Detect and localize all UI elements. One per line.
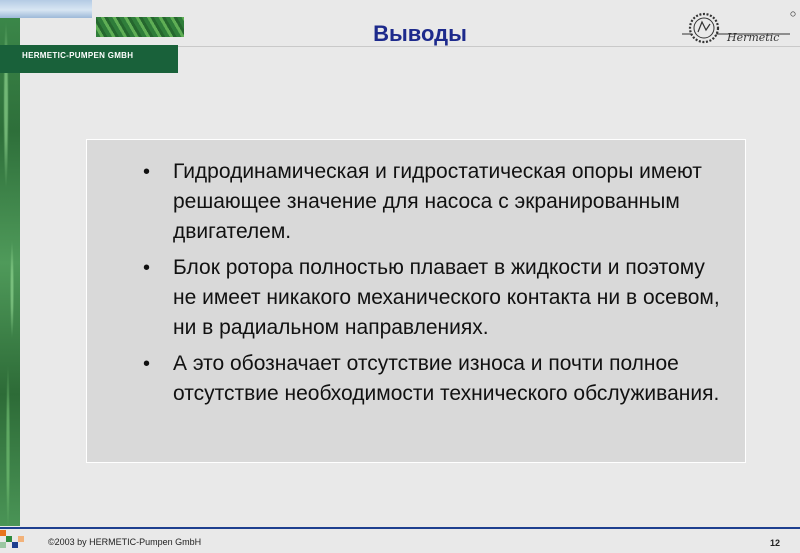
hermetic-logo (680, 8, 798, 48)
logo-wordmark: Hermetic (727, 31, 780, 44)
content-box (86, 139, 746, 463)
square-light-orange (18, 536, 24, 542)
bullet-icon: • (143, 353, 151, 375)
square-blue (12, 542, 18, 548)
header-leaves-image (96, 17, 184, 37)
bullet-icon: • (143, 161, 151, 183)
bullet-item (143, 349, 733, 409)
bullet-icon: • (143, 257, 151, 279)
header-sky-image (0, 0, 92, 18)
square-light-green (0, 542, 6, 548)
bullet-item (143, 253, 733, 343)
copyright-text: ©2003 by HERMETIC-Pumpen GmbH (48, 537, 202, 547)
page-number: 12 (770, 538, 781, 548)
bullet-item (143, 157, 733, 247)
footer-rule (0, 527, 800, 529)
bullet-list (143, 157, 733, 415)
bullet-text: Блок ротора полностью плавает в жидкости и поэтому не имеет никакого механического контакта ни в осевом, ни в радиальном направлениях. (173, 256, 720, 339)
company-bar (0, 45, 178, 73)
left-decorative-strip (0, 0, 20, 526)
bullet-text: А это обозначает отсутствие износа и почти полное отсутствие необходимости технического обслуживания. (173, 352, 720, 405)
slide-title: Выводы (373, 21, 467, 46)
gear-logo-icon (680, 8, 798, 48)
company-label: HERMETIC-PUMPEN GMBH (22, 51, 134, 60)
bullet-text: Гидродинамическая и гидростатическая опоры имеют решающее значение для насоса с экранированным двигателем. (173, 160, 702, 243)
